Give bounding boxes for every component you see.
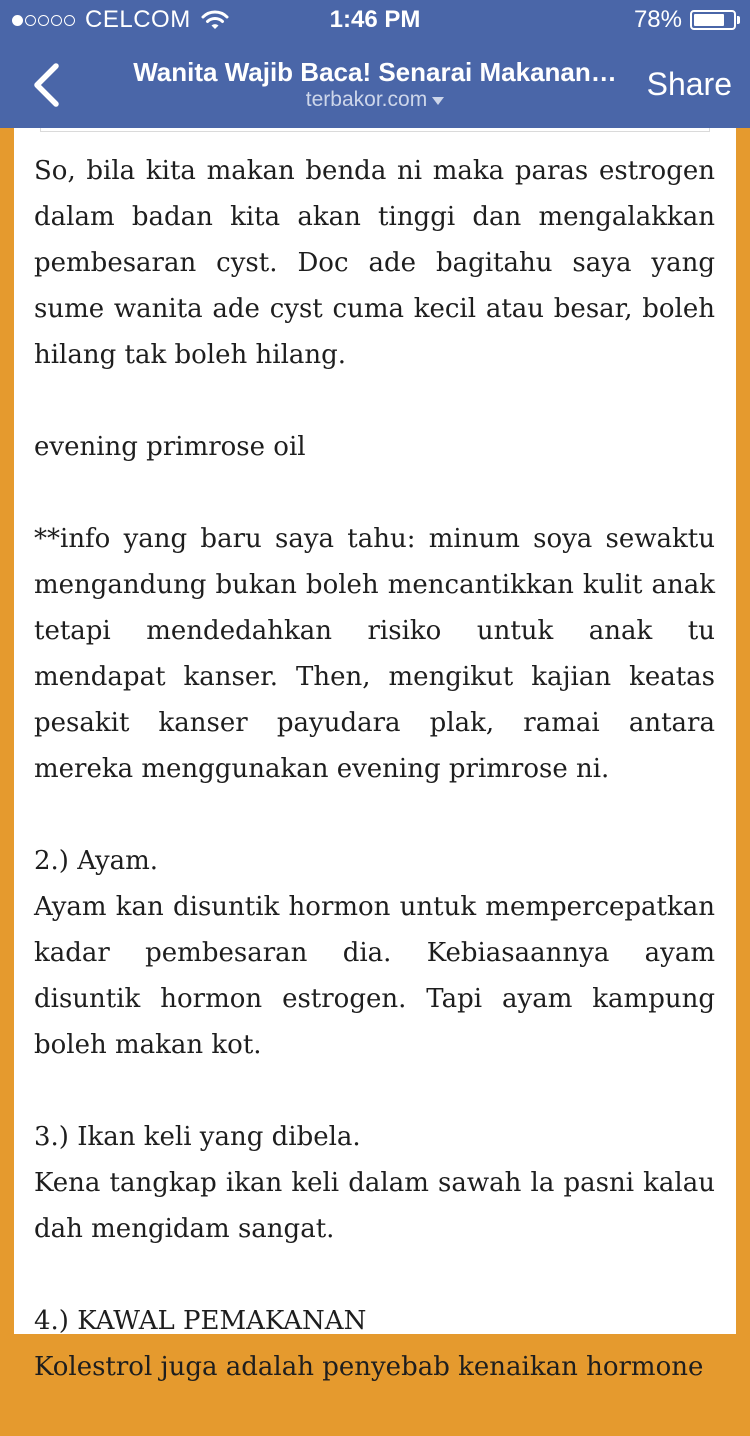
article-heading: 4.) KAWAL PEMAKANAN [34,1306,367,1336]
article-paragraph: evening primrose oil [34,432,306,462]
page-title: Wanita Wajib Baca! Senarai Makanan… [133,57,617,87]
article-body [34,148,715,1436]
navigation-bar [0,40,750,128]
card-top-edge [40,128,710,132]
article-card [14,128,736,1382]
article-paragraph: Kolestrol juga adalah penyebab kenaikan hormone [34,1352,704,1382]
article-paragraph: So, bila kita makan benda ni maka paras estrogen dalam badan kita akan tinggi dan mengalakkan pembesaran cyst. Doc ade bagitahu saya yang sume wanita ade cyst cuma kecil atau besar, boleh hilang tak boleh hilang. [34,156,715,370]
article-paragraph: **info yang baru saya tahu: minum soya sewaktu mengandung bukan boleh mencantikkan kulit anak tetapi mendedahkan risiko untuk anak tu mendapat kanser. Then, mengikut kajian keatas pesakit kanser payudara plak, ramai antara mereka menggunakan evening primrose ni. [34,524,715,784]
share-button[interactable]: Share [646,66,732,102]
article-heading: 3.) Ikan keli yang dibela. [34,1122,361,1152]
article-heading: 2.) Ayam. [34,846,159,876]
chevron-left-icon[interactable] [28,60,64,110]
article-paragraph: Ayam kan disuntik hormon untuk mempercepatkan kadar pembesaran dia. Kebiasaannya ayam disuntik hormon estrogen. Tapi ayam kampung boleh makan kot. [34,892,715,1060]
caret-down-icon [432,97,444,105]
battery-fill [694,14,724,26]
article-paragraph: Kena tangkap ikan keli dalam sawah la pasni kalau dah mengidam sangat. [34,1168,715,1244]
site-domain[interactable] [306,88,444,112]
status-time: 1:46 PM [329,6,421,33]
battery-icon [690,10,736,30]
top-bar [0,0,750,128]
status-right [634,6,736,34]
battery-nub [737,16,740,24]
nav-title-block [110,56,640,112]
battery-percent: 78% [633,6,682,33]
site-domain-label: terbakor.com [305,88,428,111]
status-bar [0,0,750,40]
carrier-name: CELCOM [85,6,191,33]
